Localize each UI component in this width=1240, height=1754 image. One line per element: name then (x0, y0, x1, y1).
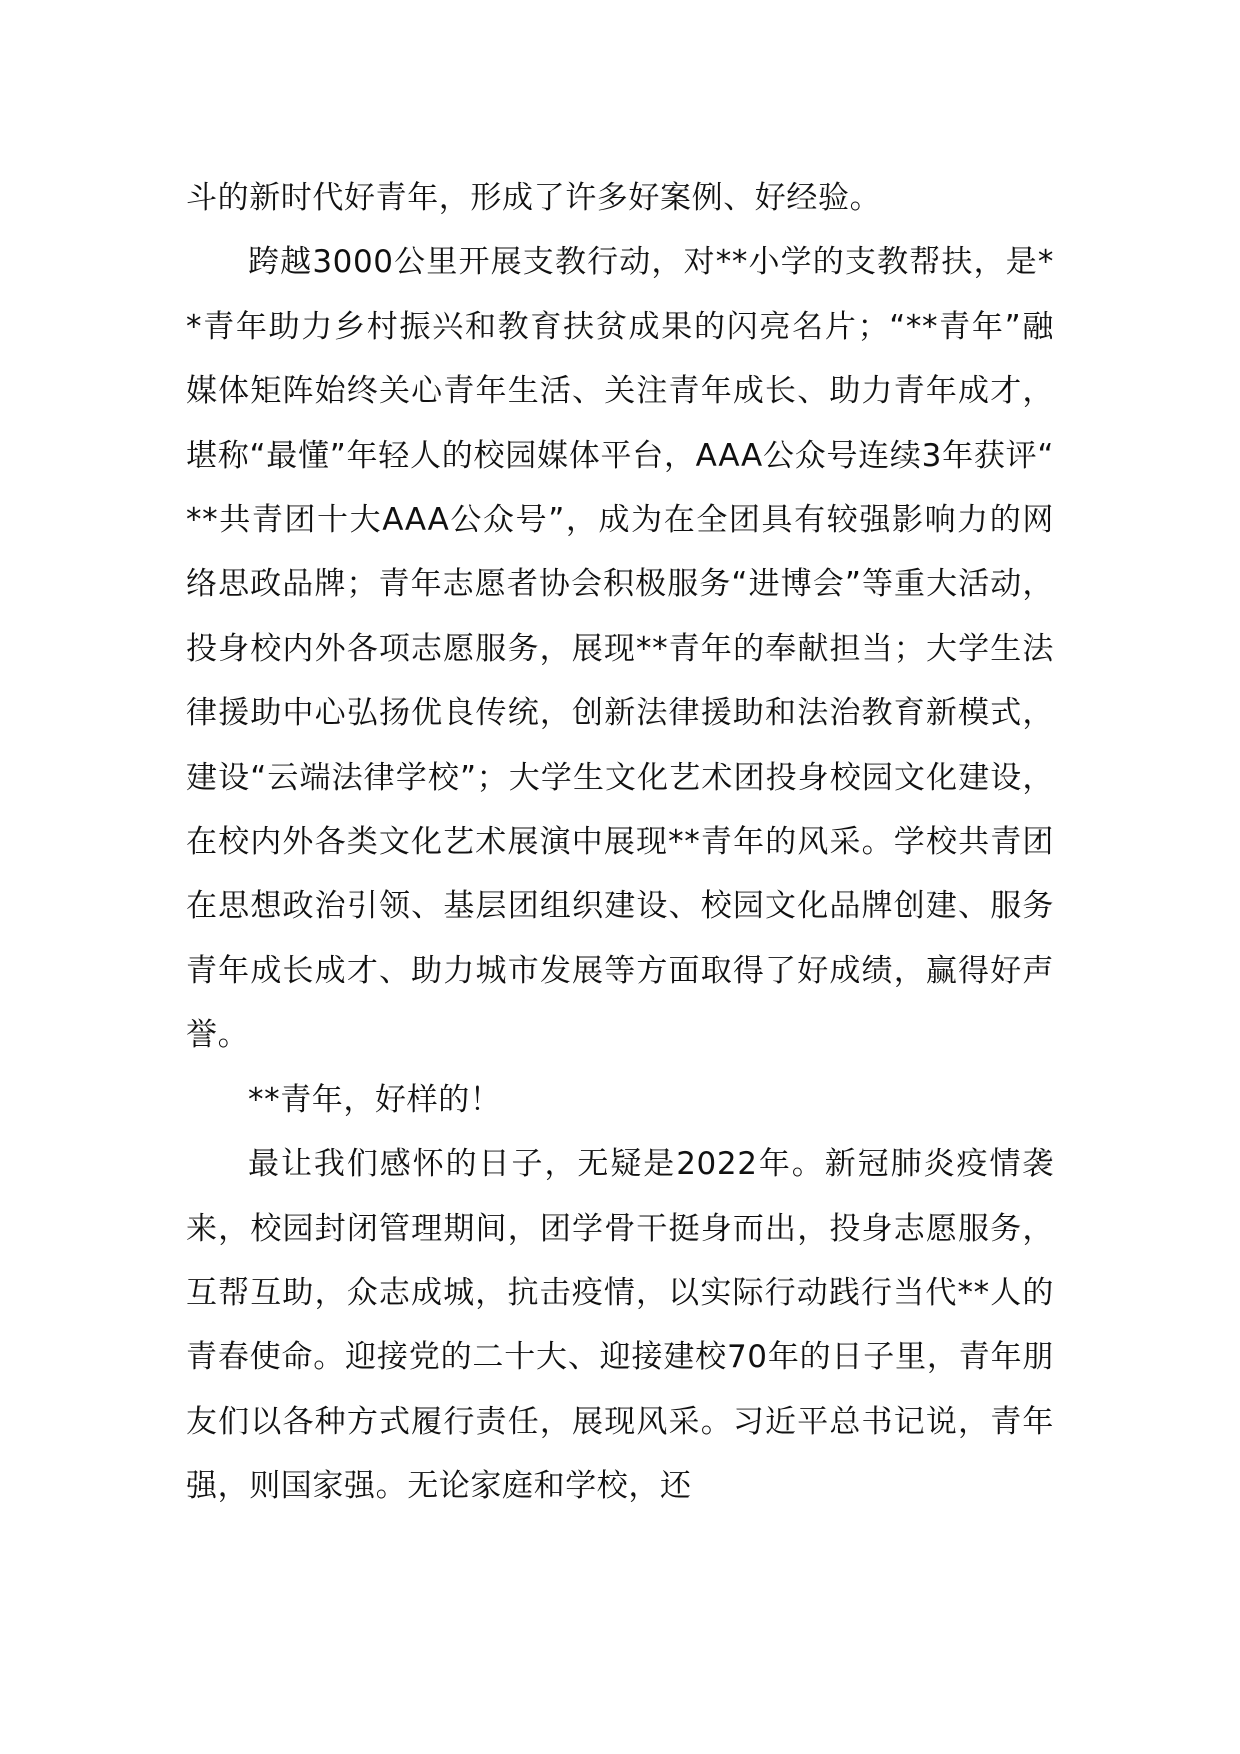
paragraph-2022: 最让我们感怀的日子，无疑是2022年。新冠肺炎疫情袭来，校园封闭管理期间，团学骨干挺身而出，投身志愿服务，互帮互助，众志成城，抗击疫情，以实际行动践行当代**人的青春使命。迎接党的二十大、迎接建校70年的日子里，青年朋友们以各种方式履行责任，展现风采。习近平总书记说，青年强，则国家强。无论家庭和学校，还 (186, 1146, 1054, 1505)
paragraph-praise: **青年，好样的！ (248, 1081, 502, 1118)
document-body (186, 166, 1054, 1519)
paragraph-achievements: 跨越3000公里开展支教行动，对**小学的支教帮扶，是**青年助力乡村振兴和教育扶贫成果的闪亮名片；“**青年”融媒体矩阵始终关心青年生活、关注青年成长、助力青年成才，堪称“最懂”年轻人的校园媒体平台，AAA公众号连续3年获评“**共青团十大AAA公众号”，成为在全团具有较强影响力的网络思政品牌；青年志愿者协会积极服务“进博会”等重大活动，投身校内外各项志愿服务，展现**青年的奉献担当；大学生法律援助中心弘扬优良传统，创新法律援助和法治教育新模式，建设“云端法律学校”；大学生文化艺术团投身校园文化建设，在校内外各类文化艺术展演中展现**青年的风采。学校共青团在思想政治引领、基层团组织建设、校园文化品牌创建、服务青年成长成才、助力城市发展等方面取得了好成绩，赢得好声誉。 (186, 244, 1054, 1054)
paragraph-continuation: 斗的新时代好青年，形成了许多好案例、好经验。 (186, 180, 882, 216)
